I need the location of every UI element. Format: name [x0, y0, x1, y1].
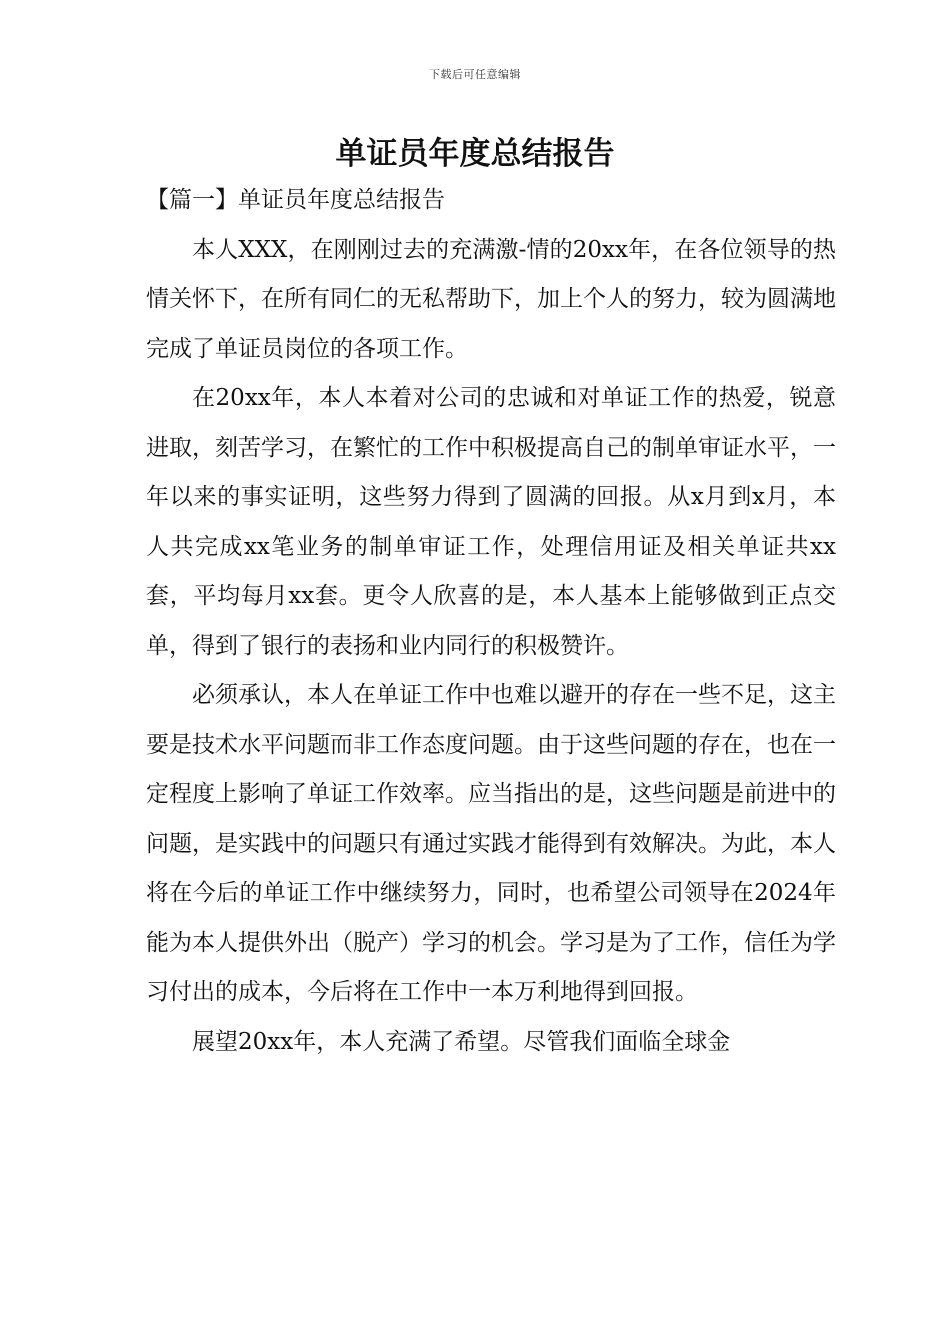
paragraph-1: 本人XXX，在刚刚过去的充满激-情的20xx年，在各位领导的热情关怀下，在所有同仁的无私帮助下，加上个人的努力，较为圆满地完成了单证员岗位的各项工作。 [146, 236, 836, 362]
paragraph-4: 展望20xx年，本人充满了希望。尽管我们面临全球金 [192, 1028, 731, 1055]
document-body [146, 176, 836, 1067]
section-heading: 【篇一】单证员年度总结报告 [146, 187, 445, 213]
paragraph-2: 在20xx年，本人本着对公司的忠诚和对单证工作的热爱，锐意进取，刻苦学习，在繁忙的工作中积极提高自己的制单审证水平，一年以来的事实证明，这些努力得到了圆满的回报。从x月到x月，本人共完成xx笔业务的制单审证工作，处理信用证及相关单证共xx套，平均每月xx套。更令人欣喜的是，本人基本上能够做到正点交单，得到了银行的表扬和业内同行的积极赞许。 [146, 385, 836, 659]
header-note: 下载后可任意编辑 [429, 68, 521, 81]
paragraph-3: 必须承认，本人在单证工作中也难以避开的存在一些不足，这主要是技术水平问题而非工作态度问题。由于这些问题的存在，也在一定程度上影响了单证工作效率。应当指出的是，这些问题是前进中的问题，是实践中的问题只有通过实践才能得到有效解决。为此，本人将在今后的单证工作中继续努力，同时，也希望公司领导在2024年能为本人提供外出（脱产）学习的机会。学习是为了工作，信任为学习付出的成本，今后将在工作中一本万利地得到回报。 [146, 682, 836, 1005]
document-title: 单证员年度总结报告 [335, 136, 615, 172]
